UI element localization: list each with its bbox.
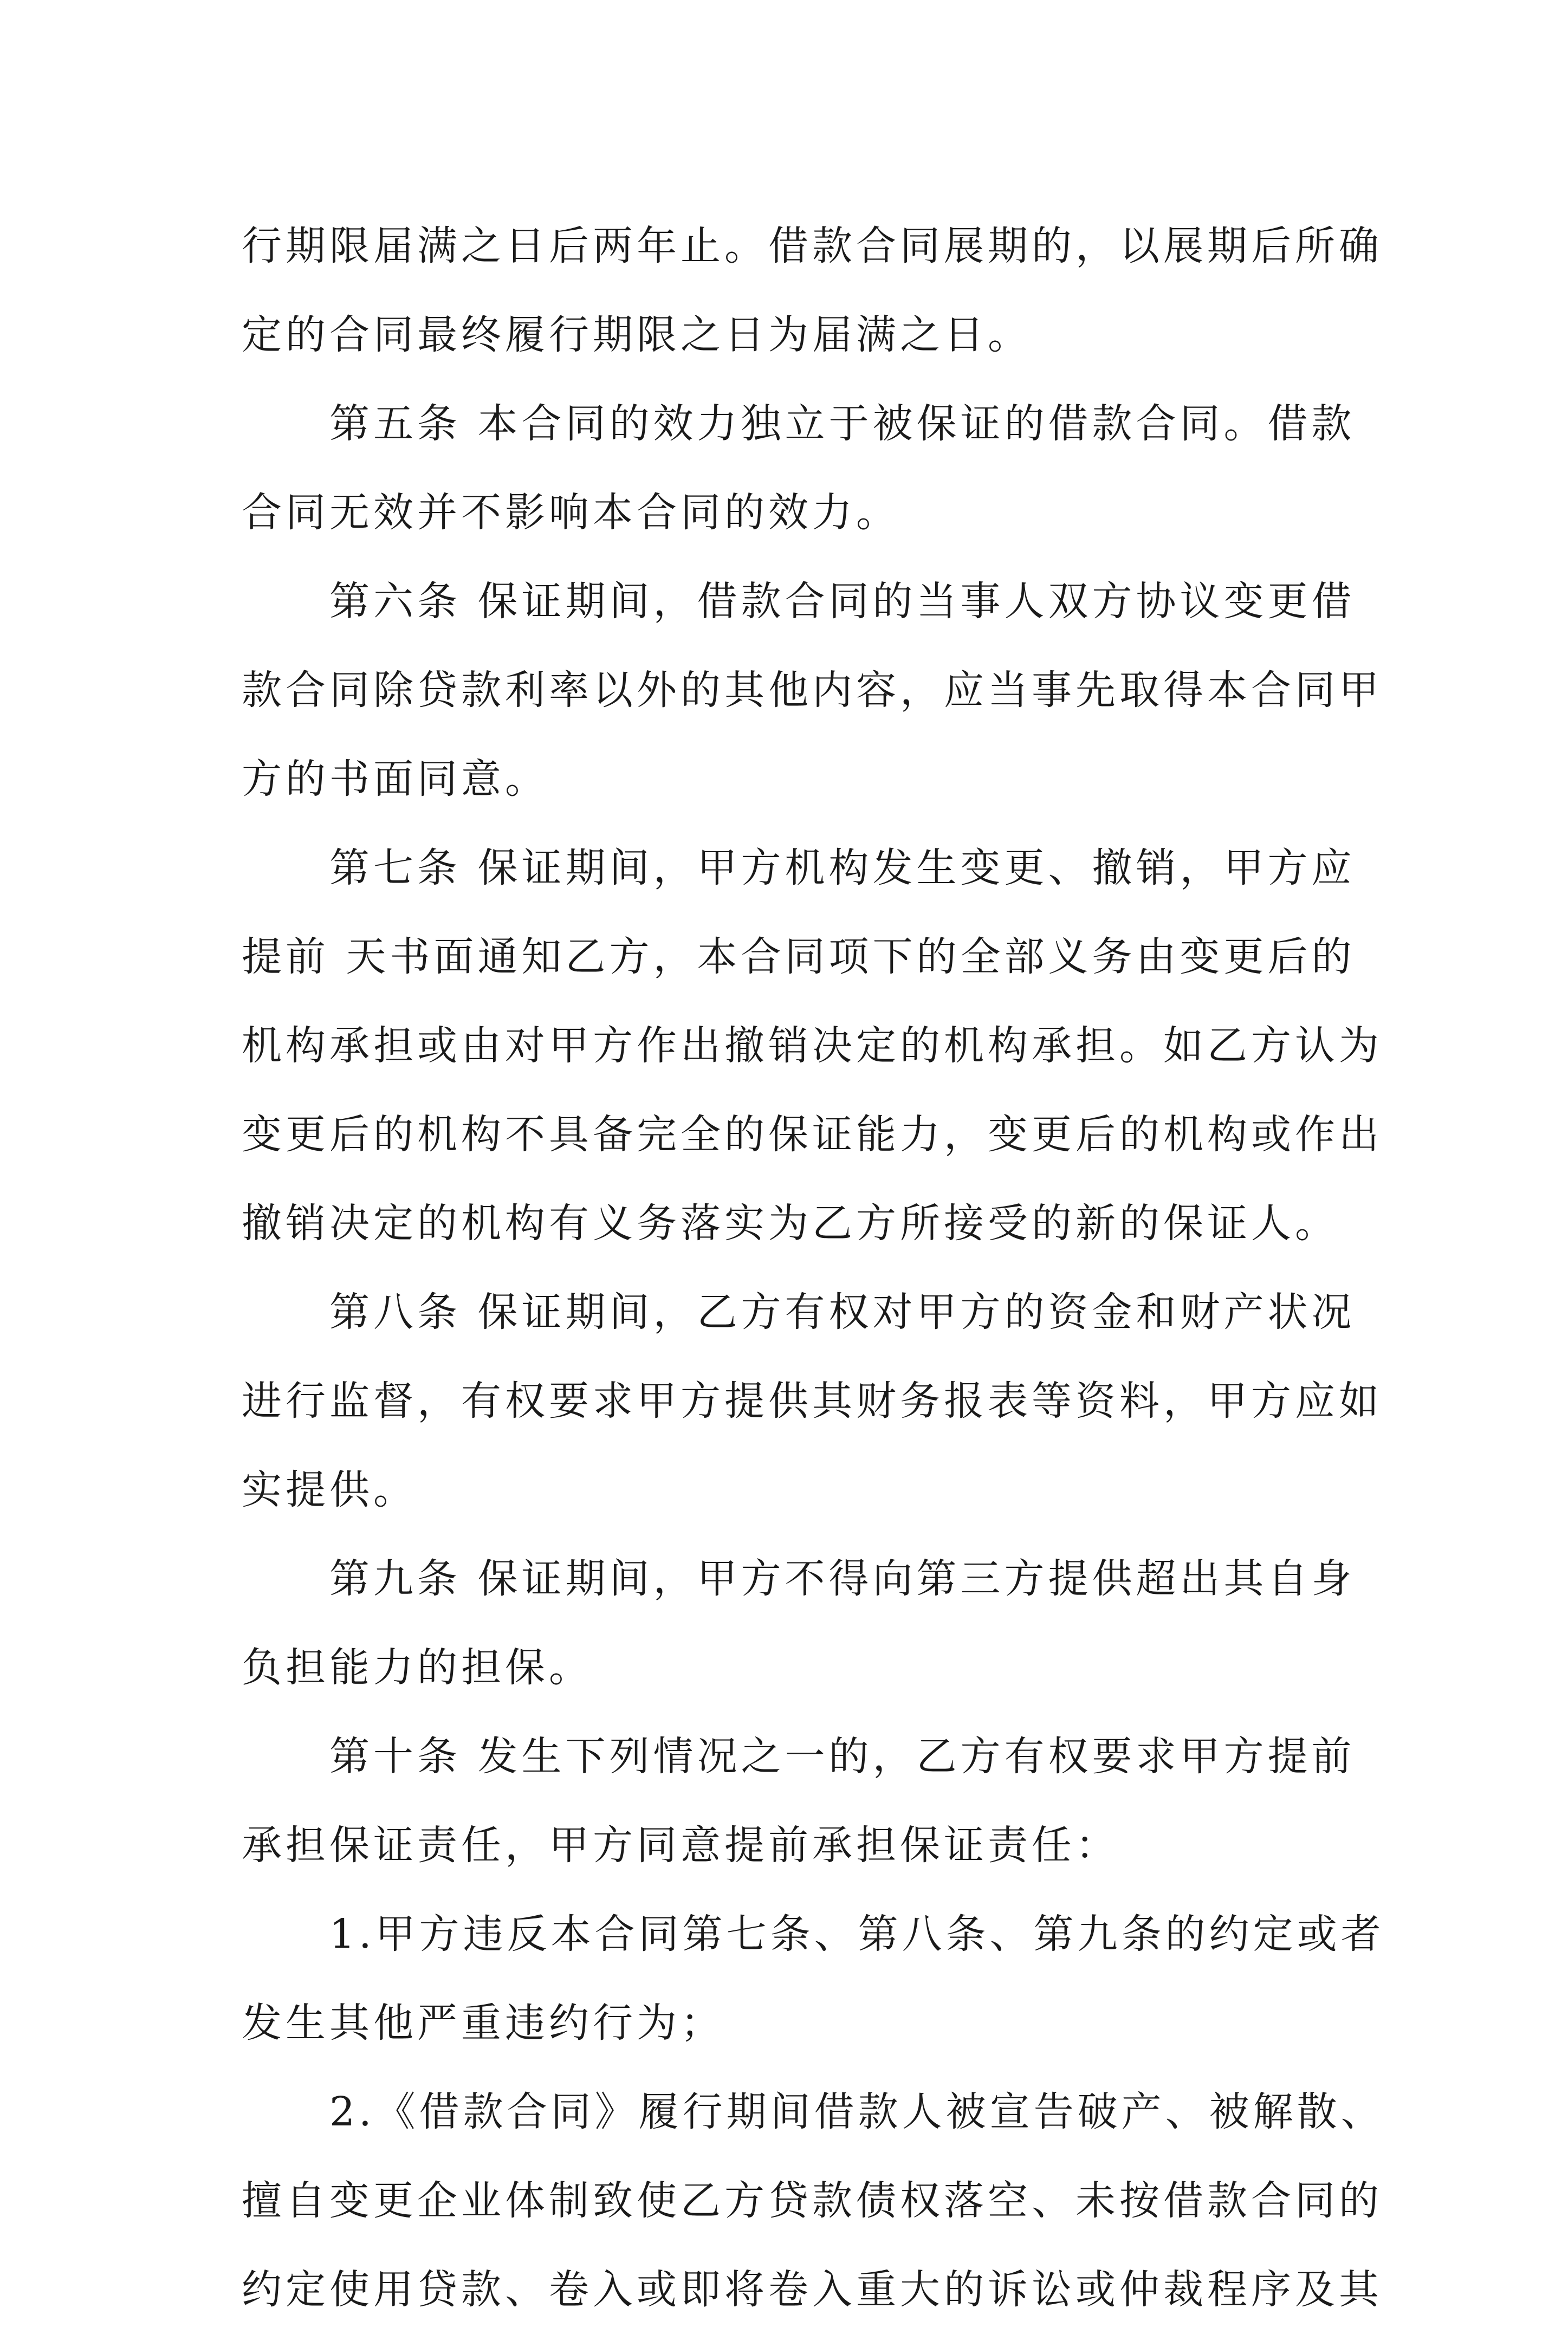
text-line: 第十条 发生下列情况之一的，乙方有权要求甲方提前 — [329, 1733, 1356, 1780]
text-line: 负担能力的担保。 — [242, 1644, 593, 1691]
text-line: 第七条 保证期间，甲方机构发生变更、撤销，甲方应 — [329, 845, 1356, 891]
text-line: 承担保证责任，甲方同意提前承担保证责任： — [242, 1822, 1119, 1869]
text-line: 擅自变更企业体制致使乙方贷款债权落空、未按借款合同的 — [242, 2177, 1383, 2224]
text-line: 款合同除贷款利率以外的其他内容，应当事先取得本合同甲 — [242, 667, 1383, 714]
text-line: 第九条 保证期间，甲方不得向第三方提供超出其自身 — [329, 1555, 1356, 1602]
text-line: 方的书面同意。 — [242, 756, 549, 802]
text-line: 提前 天书面通知乙方，本合同项下的全部义务由变更后的 — [242, 933, 1356, 980]
text-line: 第五条 本合同的效力独立于被保证的借款合同。借款 — [329, 400, 1356, 447]
contract-text — [242, 202, 1385, 2334]
text-line: 2.《借款合同》履行期间借款人被宣告破产、被解散、 — [329, 2089, 1385, 2135]
text-line: 机构承担或由对甲方作出撤销决定的机构承担。如乙方认为 — [242, 1022, 1383, 1069]
text-line: 合同无效并不影响本合同的效力。 — [242, 489, 900, 536]
text-line: 发生其他严重违约行为； — [242, 2000, 724, 2046]
text-line: 1.甲方违反本合同第七条、第八条、第九条的约定或者 — [329, 1911, 1385, 1957]
text-line: 第六条 保证期间，借款合同的当事人双方协议变更借 — [329, 578, 1356, 625]
text-line: 第八条 保证期间，乙方有权对甲方的资金和财产状况 — [329, 1289, 1356, 1335]
text-line: 实提供。 — [242, 1467, 417, 1513]
text-line: 变更后的机构不具备完全的保证能力，变更后的机构或作出 — [242, 1111, 1383, 1158]
text-line: 约定使用贷款、卷入或即将卷入重大的诉讼或仲裁程序及其 — [242, 2266, 1383, 2313]
text-line: 定的合同最终履行期限之日为届满之日。 — [242, 312, 1032, 358]
text-line: 行期限届满之日后两年止。借款合同展期的，以展期后所确 — [242, 223, 1383, 269]
text-line: 撤销决定的机构有义务落实为乙方所接受的新的保证人。 — [242, 1200, 1339, 1247]
text-line: 进行监督，有权要求甲方提供其财务报表等资料，甲方应如 — [242, 1378, 1383, 1424]
